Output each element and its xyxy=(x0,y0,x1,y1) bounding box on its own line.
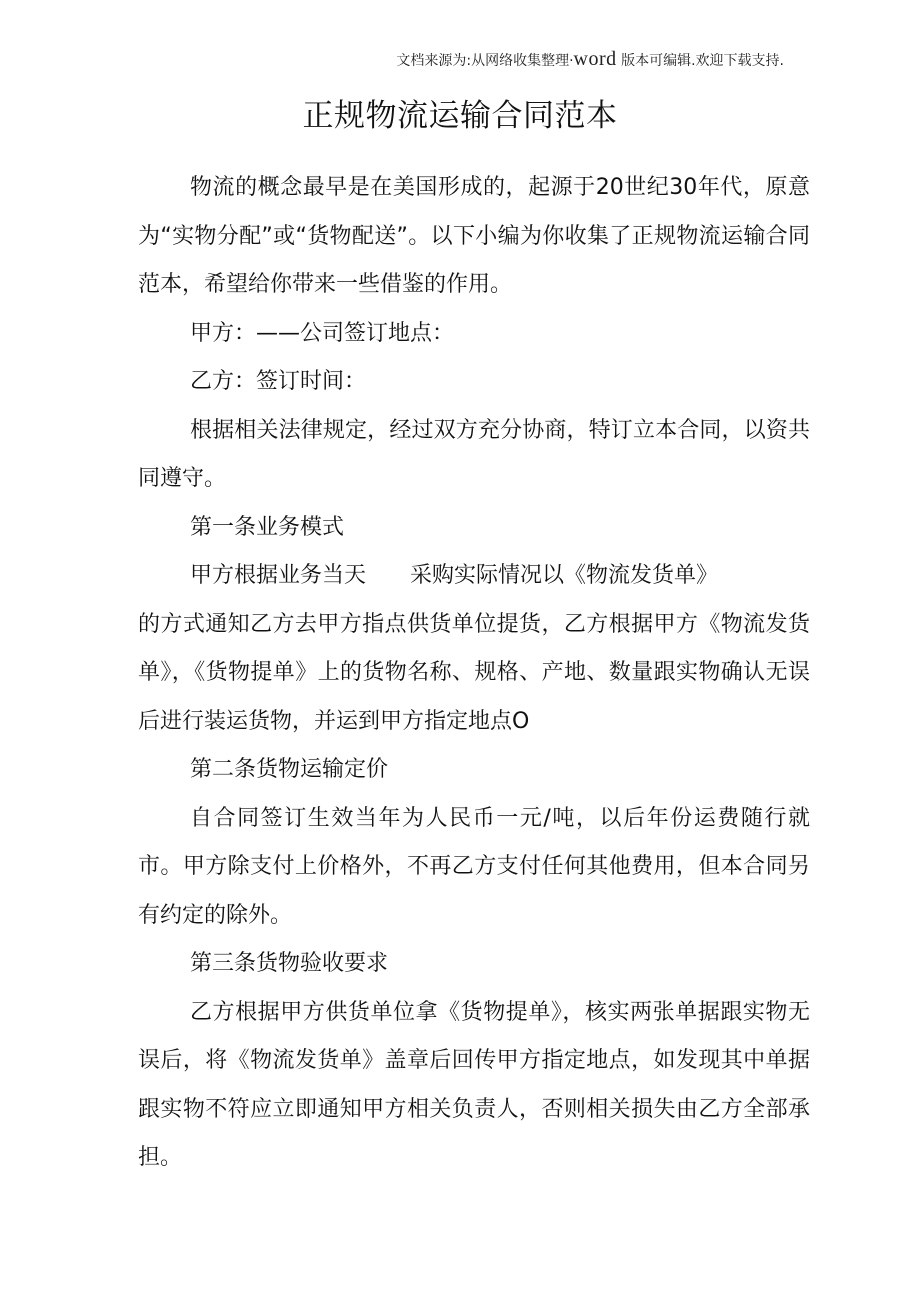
party-a-line: 甲方：——公司签订地点： xyxy=(190,320,455,346)
document-title: 正规物流运输合同范本 xyxy=(302,98,618,134)
article-1-text-a: 甲方根据业务当天 采购实际情况以《物流发货单》 xyxy=(190,563,719,588)
source-note-word: word xyxy=(573,48,617,70)
preamble-paragraph: 根据相关法律规定，经过双方充分协商，特订立本合同，以资共同遵守。 xyxy=(138,417,810,491)
article-1-text-b: 的方式通知乙方去甲方指点供货单位提货，乙方根据甲方《物流发货单》，《货物提单》上的货物名称、规格、产地、数量跟实物确认无误后进行装运货物，并运到甲方指定地点O xyxy=(138,611,810,734)
document-body xyxy=(138,164,810,1183)
article-1-heading: 第一条业务模式 xyxy=(190,514,345,540)
source-note xyxy=(0,48,784,72)
source-note-suffix: 版本可编辑.欢迎下载支持. xyxy=(616,53,784,69)
source-note-prefix: 文档来源为:从网络收集整理· xyxy=(396,53,574,69)
article-3-heading: 第三条货物验收要求 xyxy=(190,951,389,976)
article-3-text: 乙方根据甲方供货单位拿《货物提单》，核实两张单据跟实物无误后，将《物流发货单》盖章后回传甲方指定地点，如发现其中单据跟实物不符应立即通知甲方相关负责人，否则相关损失由乙方全部承担。 xyxy=(138,999,810,1170)
intro-paragraph: 物流的概念最早是在美国形成的，起源于20世纪30年代，原意为“实物分配”或“货物配送”。以下小编为你收集了正规物流运输合同范本，希望给你带来一些借鉴的作用。 xyxy=(138,175,810,297)
party-b-line: 乙方：签订时间： xyxy=(190,369,367,394)
article-2-text: 自合同签订生效当年为人民币一元/吨，以后年份运费随行就市。甲方除支付上价格外，不再乙方支付任何其他费用，但本合同另有约定的除外。 xyxy=(138,805,810,928)
article-2-heading: 第二条货物运输定价 xyxy=(190,757,389,782)
